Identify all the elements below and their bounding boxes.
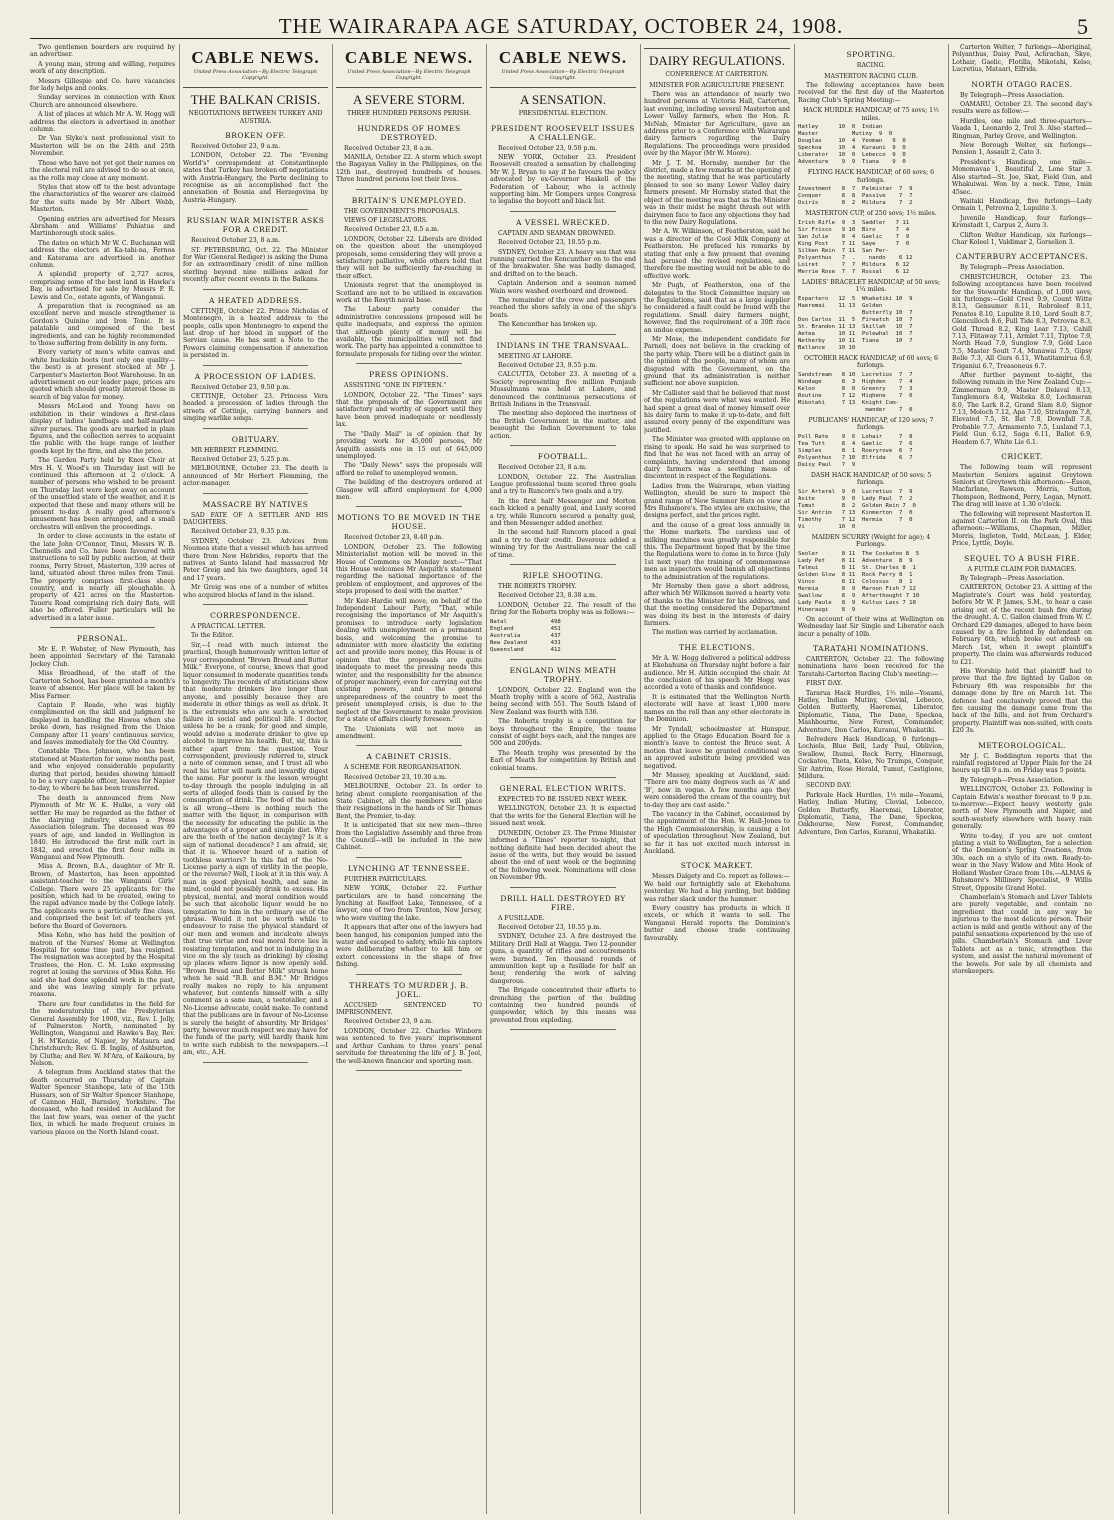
column-2	[183, 44, 328, 1514]
cable-news-title: CABLE NEWS.	[191, 48, 320, 67]
section-heading-personal: PERSONAL.	[76, 634, 129, 644]
article-paragraph: Mr Greig was one of a number of whites who acquired blocks of land in the island.	[183, 584, 328, 599]
section-heading: A VESSEL WRECKED.	[516, 217, 610, 227]
sequel-sub-heading: A FUTILE CLAIM FOR DAMAGES.	[967, 565, 1077, 573]
article-paragraph: WELLINGTON, October 23. It is expected that the writs for the General Election will be issued next week.	[490, 805, 636, 828]
section-heading: A PROCESSION OF LADIES.	[194, 371, 317, 381]
section-divider	[356, 363, 462, 364]
section-heading: INDIANS IN THE TRANSVAAL.	[496, 340, 630, 350]
dairy-paragraph: Mr A. W. Wilkinson, of Featherston, said he was a director of the Cool Milk Company at Featherston. He prefaced his remarks by stating that only a few present that evening had perused the revised regulations, and therefore the meeting would not be able to do effective work.	[644, 228, 790, 280]
sporting-heading: SPORTING.	[846, 50, 896, 59]
local-news-item: Opening entries are advertised for Messrs Abraham and Williams' Pahiatua and Martinborough stock sales.	[30, 215, 175, 238]
column-rule	[179, 44, 180, 1514]
local-news-item: Styles that stow off to the best advantage the characteristics of the wearer are claimed for the suits made by Mr Albert Webb, Masterton.	[30, 183, 175, 214]
personal-item: Miss Broadhead, of the staff of the Carterton School, has been granted a month's leave of absence. Her place will be taken by Miss Farmer.	[30, 670, 175, 700]
article-paragraph: Received October 23, 9.50 p.m.	[498, 144, 598, 152]
personal-item: A telegram from Auckland states that the death occurred on Thursday of Captain Walter Spencer Stanhope, late of the 15th Hussars, son of Sir Walter Spencer Stanhope, of Cannon Hall, Barnsley, Yorkshire. The deceased, who had resided in Auckland for the last few years, was owner of the yacht Ilex, in which he made frequent cruises in various places on the North Island coast.	[30, 1069, 175, 1136]
article-paragraph: Received October 23, 9.50 p.m.	[191, 383, 291, 391]
article-paragraph: Received October 23, 8.38 a.m.	[498, 592, 597, 600]
sub-headline: THREE HUNDRED PERSONS PERISH.	[347, 110, 471, 117]
otago-paragraph: President's Handicap, one mile—Monomavae 1, Beautiful 2, Lone Star 3. Also started—St. Joe, Skat, Field Gun, and Whakuiwai. Won by a neck. Time, 1min 45sec.	[952, 158, 1092, 196]
article-paragraph: The Labour party consider the administrative concessions proposed will be quite inadequate, and express the opinion that although plenty of money will be available, the municipalities will not find work. The party has appointed a committee to formulate proposals for tiding over the winter.	[336, 306, 482, 358]
club-heading: MASTERTON RACING CLUB.	[824, 72, 918, 80]
article-paragraph: CALCUTTA, October 23. A meeting of a Society representing five million Punjaub Mussulmans was held at Lahore, and denounced the continuous persecutions of British Indians in the Transvaal.	[490, 371, 636, 409]
personal-item: The death is announced from New Plymouth of Mr W. K. Hulke, a very old settler. He may be regarded as the father of the dairying industry, states a Press Association telegram. The deceased was 89 years of age, and landed in Wellington in 1840. He introduced the first milk cart in 1842, and erected the first flour mills in Wanganui and New Plymouth.	[30, 794, 175, 862]
article-paragraph: Received October 23, 10.55 p.m.	[498, 239, 602, 247]
stock-paragraph: Every country has products in which it excels, or which it wants to sell. The Wanganui Herald reports the Dominion's butter and cheese trade continuing favourably.	[644, 905, 790, 942]
local-news-item: A splendid property of 2,727 acres, comprising some of the best land in Hawke's Bay, is advertised for sale by Messrs P. R. Lewis and Co., estate agents, of Wanganui.	[30, 271, 175, 301]
local-news-item: The Garden Party held by Knox Choir at Mrs H. V. Wood's on Thursday last will be continued this afternoon at 2 o'clock. A number of persons who wished to be present on Thursday last were kept away on account of the unsettled state of the weather, and it is expected that these and many others will be present to-day. A really good afternoon's amusement has been arranged, and a small orchestra will enliven the proceedings.	[30, 457, 175, 531]
article-paragraph: LONDON, October 22. The "Evening World's" correspondent at Constantinople states that Turkey has broken off negotiations with Austria-Hungary, the Porte declining to recognise as an accomplished fact the annexation of Bosnia and Herzegovina by Austria-Hungary.	[183, 152, 328, 204]
race-entries: Espartero 12 5 Whakatiki 10 9 Haeremai 11 13 Golden Butterfly 10 7 Don Carlos 11 5 Fireatch 10 7 St. Brandon 11 13 Skillah 10 7 Aetea 10 11 Polewhal 10 7 Netherby 10 11 Tiana 10 7 Ballance 10 10	[798, 295, 913, 351]
article-paragraph: Unionists regret that the unemployed in Scotland are not to be utilised in excavation work at the Rosyth naval base.	[336, 282, 482, 304]
article-paragraph: In the first half Messenger and Morton each kicked a penalty goal, and Lusty scored a try, while Runcorn secured a penalty goal, and then Messenger added another.	[490, 497, 636, 527]
section-heading: HUNDREDS OF HOMES DESTROYED.	[357, 123, 461, 142]
elections-paragraph: The vacancy in the Cabinet, occasioned by the appointment of the Hon. W. Hall-Jones to the High Commissionership, is causing a lot of speculation throughout New Zealand, but so far it has not excited much interest in Auckland.	[644, 810, 790, 855]
article-paragraph: To the Editor.	[191, 632, 234, 640]
article-paragraph: DUNEDIN, October 23. The Prime Minister informed a "Times" reporter to-night, that nothing definite had been decided about the issue of the writs, but they would be issued about the end of next week or the beginning of the following week. Nominations will close on November 9th.	[490, 829, 636, 882]
article-paragraph: LONDON, October 22. England won the Meath trophy with a score of 562, Australia being second with 551. The South Island of New Zealand was fourth with 536.	[490, 686, 636, 716]
column-divider	[50, 627, 155, 628]
cricket-paragraph: The following team will represent Masterton Seniors against Greytown Seniors at Greytown this afternoon:—Esson, Macfarlane, Rawson, Morris, Sutton, Thompson, Redmond, Perry, Logan, Mynott. The drag will leave at 1.30 o'clock.	[952, 464, 1092, 509]
elections-paragraph: Mr Massey, speaking at Auckland, said: "There are too many degrees such as 'A' and 'B', now in vogue. A few months ago they were considered the cream of the country, but to-day they are cast aside."	[644, 771, 790, 809]
otago-paragraph: Clifton Welter Handicap, six furlongs—Char Koleel 1, Valdimar 2, Gorselion 3.	[952, 231, 1092, 246]
elections-paragraph: It is estimated that the Wellington North electorate will have at least 1,000 more names on the roll than any other electorate in the Dominion.	[644, 693, 790, 724]
local-news-item: Messrs Gillespie and Co. have vacancies for lady helps and cooks.	[30, 77, 175, 93]
column-5	[644, 44, 790, 1514]
race-entries: Irish Rifle 9 3 Saddler 7 11 Sir Frisco 9 10 Biro 7 4 San Julie 8 4 Gaelic 7 9 King Post 7 11 Saye 7 0 Silken Rein 7 11 San Per- Polyanthus 7 . nando 6 12 Loiret 7 7 Mildura 6 12 Merrie Rose 7 7 Rossal 6 12	[798, 219, 913, 275]
section-divider	[510, 1029, 616, 1030]
column-6	[798, 44, 944, 1514]
local-news-item: A preparation that is recognised as an excellent nerve and muscle strengthener is Gordon's Quinine and Iron Tonic. It is palatable and composed of the best ingredients, and can be highly recommended to those suffering from debility in any form.	[30, 303, 175, 348]
race-title: MAIDEN SCURRY (Weight for age); 4 Furlongs.	[811, 533, 931, 549]
section-divider	[510, 564, 616, 565]
dairy-paragraph: The Minister was greeted with applause on rising to speak. He said he was surprised to find that he was not faced with an array of complaints, having understood that among dairy farmers was a seething mass of discontent in respect of the Regulations.	[644, 436, 790, 481]
article-paragraph: CETTINJE, October 23. Princess Vera headed a procession of ladies through the streets of Cettinje, carrying banners and singing warlike songs.	[183, 392, 328, 423]
article-paragraph: EXPECTED TO BE ISSUED NEXT WEEK.	[498, 796, 628, 804]
column-rule	[794, 44, 795, 1514]
article-paragraph: The Meath trophy was presented by the Earl of Meath for competition by British and colonial teams.	[490, 749, 636, 772]
article-paragraph: SYDNEY, October 23. A heavy sea that was running carried the Kencunther on to the end of the breakwater. She was badly damaged, and drifted on to the beach.	[490, 248, 636, 278]
section-divider	[203, 493, 308, 494]
main-headline: THE BALKAN CRISIS.	[183, 87, 328, 107]
article-paragraph: NEW YORK, October 23. President Roosevelt created a sensation by challenging Mr W. J. Bryan to say if he favours the policy advocated by ex-Governor Haskell of the Federation of Labour, who is actively supporting him. Mr Gompers urges Congress to legalise the boycott and black list.	[490, 153, 636, 206]
article-paragraph: LONDON, October 22. The result of the firing for the Roberts trophy was as follows:—	[490, 601, 636, 617]
article-paragraph: ASSISTING "ONE IN FIFTEEN."	[344, 382, 447, 390]
section-heading: PRESS OPINIONS.	[369, 370, 449, 380]
meteorological-paragraph: Chamberlain's Stomach and Liver Tablets are purely vegetable, and contain no ingredient that could in any way be injurious to the most delicate person. Their action is mild and gentle without any of the painful sensations experienced by the use of pills. Chamberlain's Stomach and Liver Tablets act as a tonic, strengthen the system, and assist the natural movement of the bowels. For sale by all chemists and storekeepers.	[952, 893, 1092, 975]
racing-note: On account of their wins at Wellington on Wednesday last Sir Single and Liberator each incur a penalty of 10lb.	[798, 615, 944, 638]
article-paragraph: THE ROBERTS TROPHY.	[498, 582, 577, 590]
article-paragraph: The building of the destroyers ordered at Glasgow will afford employment for 4,000 men.	[336, 479, 482, 501]
section-heading: BROKEN OFF.	[225, 131, 286, 140]
race-entries: Investment 8 7 Palmistar 7 9 Conquer 8 8 Passive 7 7 Osiris 8 2 Mildura 7 2	[798, 186, 913, 207]
personal-item: Mr E. P. Webster, of New Plymouth, has been appointed Secretary of the Taranaki Jockey Club.	[30, 646, 175, 668]
article-paragraph: The meeting also deplored the inertness of the British Government in the matter, and besought the Indian Government to take action.	[490, 410, 636, 440]
sequel-heading: SEQUEL TO A BUSH FIRE.	[964, 553, 1080, 563]
article-paragraph: CETTINJE, October 22. Prince Nicholas of Montenegro, in a heated address to the people, calls upon Montenegro to expend the last drop of her blood in support of the Servian cause. He has sent a Note to the Powers claiming compensation if annexation is persisted in.	[183, 307, 328, 360]
section-divider	[203, 209, 308, 210]
section-heading: MASSACRE BY NATIVES	[202, 499, 309, 509]
section-divider	[510, 334, 616, 335]
article-paragraph: In the second half Runcorn placed a goal and a try to their credit. Devereux added a winning try for the Australians near the call of time.	[490, 529, 636, 559]
dairy-paragraph: Mr Pugh, of Featherston, one of the delegates to the Stock Committee inquiry on the Regulations, said that as a large supplier he considered a fault could be found with the regulations. Small dairy farmers might, however, find the requirement of a 30ft race an undue expense.	[644, 282, 790, 334]
article-paragraph: LONDON, October 22. Charles Winborn was sentenced to five years' imprisonment and Arthur Canham to three years' penal servitude for threatening the life of J. B. Joel, the well-known financier and sporting man.	[336, 1027, 482, 1065]
local-news-item: Two gentlemen boarders are required by an advertiser.	[30, 44, 175, 59]
stock-heading: STOCK MARKET.	[680, 861, 754, 871]
taratahi-paragraph: Belvedere Hack Handicap, 6 furlongs—Lochiels, Blue Bell, Lady Paul, Oblivion, Swallow, Ihunui, Rock Ferry, Hineraugi, Cockatoo, Theta, Kelso, No Trumps, Conquer, Sir Antrim, Rose Herald, Tumut, Castigione, Mildura.	[798, 736, 944, 781]
dairy-paragraph: Mr J. T. M. Hornsby, member for the district, made a few remarks at the opening of the meeting, stating that he was particularly pleased to see so many Lower Valley dairy farmers present. Mr Hornsby stated that the object of the meeting was that as the Minister was in their midst he might thrash out with dairymen face to face any objections they had to the new Dairy Regulations.	[644, 159, 790, 226]
column-1	[30, 44, 175, 1514]
taratahi-paragraph: CARTERTON, October 22. The following nominations have been received for the Taratahi-Carterton Racing Club's meeting:—	[798, 655, 944, 678]
race-title: FLYING HACK HANDICAP, of 60 sovs; 6 furlongs.	[807, 169, 935, 184]
section-heading: OBITUARY.	[231, 434, 280, 444]
article-paragraph: MR HERBERT FLEMMING.	[191, 446, 279, 454]
race-title: OCTOBER HACK HANDICAP, of 60 sovs; 6 furlongs.	[804, 354, 938, 370]
page-number: 5	[1077, 14, 1088, 39]
article-paragraph: The "Daily Mail" is of opinion that by providing work for 45,000 persons, Mr Asquith assists one in 15 out of 645,000 unemployed.	[336, 430, 482, 460]
race-title: LADIES' BRACELET HANDICAP, of 50 sovs; 1¼ miles.	[801, 278, 941, 294]
section-divider	[203, 604, 308, 605]
section-divider	[510, 777, 616, 778]
dairy-headline: DAIRY REGULATIONS.	[644, 48, 790, 68]
race-entries: Sandstream 8 10 Lucretius 7 7 Windage 8 3 Hiqhden 7 4 Keloo 8 0 Greenry 7 3 Routine 7 12 Hiqhene 7 0 Mikotahi 7 13 Knight Com- mander 7 0	[798, 371, 913, 413]
personal-item: Captain P. Reade, who was highly complimented on the skill and judgment he displayed in handling the Hawea when she broke down, has resigned from the Union Company after 11 years' continuous service, and leaves immediately for the Old Country.	[30, 701, 175, 746]
article-paragraph: Received October 23, 8 a.m.	[191, 237, 281, 245]
local-news-item: A list of places at which Mr A. W. Hogg will address the electors is advertised in another column.	[30, 111, 175, 134]
sequel-paragraph: CARTERTON, October 23. A sitting of the Magistrate's Court was held yesterday, before Mr W. P. James, S.M., to hear a case arising out of the recent bush fire during the drought. A. C. Gallon claimed from W. C. Orchard £29 damages, alleged to have been caused by a fire lighted by defendant on February 6th, which broke out afresh on March 1st, when it swept plaintiff's property. The claim was afterwards reduced to £21.	[952, 584, 1092, 666]
local-news-item: Dr Van Slyke's next professional visit to Masterton will be on the 24th and 25th November.	[30, 135, 175, 158]
article-paragraph: Received October 23, 5.25 p.m.	[191, 455, 291, 463]
taratahi-paragraph: SECOND DAY.	[806, 782, 852, 790]
cable-news-credit: United Press Association—By Electric Telegraph Copyright.	[347, 69, 471, 81]
article-paragraph: Received October 23, 9.55 p.m.	[498, 362, 598, 370]
local-news-item: Every variety of men's white canvas and white buckskin boots (not only one quality—the best) is at present stocked at Mr J. Carpenter's Masterton Boot Warehouse. In an advertisement on our leader page, prices are quoted which should greatly interest those in search of big value for money.	[30, 349, 175, 401]
article-paragraph: The Kencunther has broken up.	[498, 321, 598, 329]
section-divider	[203, 365, 308, 366]
article-paragraph: Received October 23, 9 a.m.	[191, 143, 281, 150]
personal-item: Miss A. Brown, B.A., daughter of Mr R. Brown, of Masterton, has been appointed assistant-teacher to the Wanganui Girls' College. There were 25 applicants for the position, which had to be created, owing to the rapid advance made by the College lately. The applicants were a particularly fine class, and comprised the best lot of teachers yet before the Board of Governors.	[30, 863, 175, 930]
dairy-paragraph: Mr Hornsby then gave a short address, after which Mr Wilkinson moved a hearty vote of thanks to the Minister for his address, and that the meeting considered the Department was doing its best in the interests of dairy farmers.	[644, 583, 790, 628]
section-divider	[510, 659, 616, 660]
column-rule	[640, 44, 641, 1514]
article-paragraph: LONDON, October 23. The following Ministerialist motion will be moved in the House of Commons on Monday next:—"That this House welcomes Mr Asquith's statement regarding the national importance of the problem of employment, and approves of the steps proposed to deal with the matter."	[336, 543, 482, 596]
local-news-item: The dates on which Mr W. C. Buchanan will address the electors at Ka-tahi-na, Fernoa and Katerama are advertised in another column.	[30, 239, 175, 269]
meteorological-paragraph: Write to-day, if you are not content plating a visit to Wellington, for a selection of the Dominion's Spring Creations, from 30s. each on a stylo of its own. Ready-to-wear in the Navy Widow and Mite Hook of Holland Washer Grace from 10s.—ALMAS & Ruhsmore's Millinery Specialist, 9 Willis Street, Opposite Grand Hotel.	[952, 832, 1092, 892]
article-paragraph: Received October 23, 9.35 p.m.	[191, 528, 291, 536]
meteorological-heading: METEOROLOGICAL.	[978, 740, 1066, 750]
dairy-paragraph: Mr Mose, the independent candidate for Parnell, does not believe in the cracking of the party whip. There will be a distinct gain in the opinion of the people, many of whom are disgusted with the Government, on the ground that its administration is neither sufficient nor above suspicion.	[644, 336, 790, 388]
article-paragraph: MELBOURNE, October 23. The death is announced of Mr Herbert Flemming, the actor-manager.	[183, 465, 328, 488]
racing-intro: The following acceptances have been received for the first day of the Masterton Racing Club's Spring Meeting:—	[798, 82, 944, 104]
article-paragraph: Received October 23, 10.30 a.m.	[344, 773, 447, 781]
article-paragraph: LONDON, October 22. Liberals are divided on the question about the unemployed proposals, some considering they will prove a satisfactory palliative, while others hold that they will not be sufficiently far-reaching in their effect.	[336, 235, 482, 280]
section-heading: A CABINET CRISIS.	[366, 752, 452, 762]
article-paragraph: MEETING AT LAHORE.	[498, 352, 573, 360]
section-divider	[510, 887, 616, 888]
dairy-paragraph: Mr Callister said that he believed that most of the regulations were what was wanted. He had spent a great deal of money himself over his dairy farm to make it up-to-date, and felt assured every penny of the expenditure was justified.	[644, 389, 790, 434]
taratahi-heading: TARATAHI NOMINATIONS.	[813, 643, 929, 653]
column-rule	[486, 44, 487, 1514]
taratahi-paragraph: Parkvale Hack Hurdles, 1½ mile—Yoaami, Hatley, Indian Mutiny, Clovial, Lebecco, Golden Butterfly, Haeremai, Liberator, Diplomatic, Tiana, The Dane, Speckoa, Oakbourne, New Forest, Commander, Adventure, Don Carlos, Kuranui, Whakatiki.	[798, 791, 944, 836]
otago-paragraph: OAMARU, October 23. The second day's results were as follow:—	[952, 101, 1092, 116]
section-divider	[356, 974, 462, 975]
race-title: PUBLICANS' HANDICAP, of 120 sovs; 7 furlongs.	[808, 416, 934, 432]
elections-heading: THE ELECTIONS.	[678, 642, 755, 652]
meteorological-paragraph: WELLINGTON, October 23. Following is Captain Edwin's weather forecast to 9 p.m. to-morrow:—Expect heavy westerly gale north of New Plymouth and Napier, and south-westerly elsewhere with heavy rain generally.	[952, 786, 1092, 831]
article-paragraph: A SCHEME FOR REORGANISATION.	[344, 764, 462, 772]
canterbury-paragraph: By Telegraph—Press Association.	[960, 264, 1065, 272]
article-paragraph: LONDON, October 22. "The Times" says that the proposals of the Government are satisfactory and worthy of support until they have been proved inadequate or needlessly lax.	[336, 391, 482, 429]
canterbury-heading: CANTERBURY ACCEPTANCES.	[955, 252, 1089, 262]
main-headline: A SEVERE STORM.	[336, 87, 482, 107]
article-paragraph: MELBOURNE, October 23. In order to bring about complete reorganisation of the State Cabinet, all the members will place their resignations in the hands of Sir Thomas Bent, the Premier, to-day.	[336, 783, 482, 820]
article-paragraph: VIEWS OF LEGISLATORS.	[344, 216, 428, 224]
article-paragraph: ST. PETERSBURG, Oct. 22. The Minister for War (General Rediger) is asking the Duma for an extraordinary credit of nine million sterling beyond nine millions asked for recently after recent events in the Balkans.	[183, 246, 328, 284]
article-paragraph: ACCUSED SENTENCED TO IMPRISONMENT.	[336, 1001, 482, 1017]
cable-news-title: CABLE NEWS.	[498, 48, 628, 67]
article-paragraph: CAPTAIN AND SEAMAN DROWNED.	[498, 229, 616, 237]
section-heading: LYNCHING AT TENNESSEE.	[347, 863, 471, 873]
article-paragraph: SYDNEY, October 23. A fire destroyed the Military Drill Hall at Wagga. Two 12-pounder guns, a quantity of rifles and accoutrements were burned. Ten thousand rounds of ammunition kept up a fusillade for half an hour, rendering the work of salving dangerous.	[490, 933, 636, 985]
section-heading: GENERAL ELECTION WRITS.	[499, 784, 627, 794]
article-paragraph: Mr Keir-Hardie will move, on behalf of the Independent Labour Party, "That, while recognising the importance of Mr Asquith's promises to introduce early legislation dealing with unemployment on a permanent basis, and welcoming the promise to administer with more elasticity the existing act and provide more money, this House is of opinion that the proposals are quite inadequate to meet the pressing needs this winter, and the responsibility for the absence of proper machinery, even for carrying out the existing powers, and the general unpreparedness of the country to meet the present unemployed crisis, is due to the neglect of the Government to make provision for a state of affairs clearly foreseen."	[336, 597, 482, 724]
canterbury-paragraph: CHRISTCHURCH, October 23. The following acceptances have been received for the Stewards' Handicap, of 1,000 sovs, six furlongs:—Gold Crest 9.9, Count Witte 8.13, Gensumer 8.11, Robroleef 8.11, Penates 8.10, Lupulite 8.10, Lord Soult 8.7, Glenculloch 8.6, Full Tide 8.3, Petrovna 8.3, Gold Thread 8.2, King Lear 7.13, Cahill 7.13, Flitaway 7.11, Armlet 7.11, Tiptoe 7.9, North Head 7.9, Sunglow 7.9, Gold Lace 7.5, Master Soult 7.4, Munawai 7.5, Gipsy Belle 7.3, All Gurs 6.11, Whatitamirua 6.9, Triganiui 6.7, Treasoneus 6.7.	[952, 273, 1092, 370]
section-divider	[356, 189, 462, 190]
sport-paragraph: Carterton Welter, 7 furlongs—Aboriginal, Polyanthus, Daisy Paul, Achrachan, Skye, Lothair, Gaelic, Flotilla, Mikotahi, Kelso, Lucretius, Mataari, Elfrida.	[952, 44, 1092, 74]
dairy-paragraph: Ladies from the Wairarapa, when visiting Wellington, should be sure to inspect the grand range of New Summer Hats on view at Mrs Ruhsmore's. The styles are exclusive, the designs perfect, and the prices right.	[644, 482, 790, 520]
column-7	[952, 44, 1092, 1514]
stock-paragraph: Messrs Dalgety and Co. report as follows:—We held our fortnightly sale at Ekehahuna yesterday. We had a big yarding, but bidding was rather slack under the hammer.	[644, 873, 790, 903]
results-table: Natal 498 England 451 Australia 437 New Zealand 431 Queensland 412	[490, 618, 561, 653]
race-entries: Sir Arteral 9 0 Lucretius 7 9 Axite 9 0 Lady Paul 7 2 Tumut 8 2 Golden Rein 7 0 Sir Antrim 7 13 Kinmerton 7 0 Timothy 7 12 Hermia 7 0 Vi 10 0	[798, 488, 916, 530]
otago-heading: NORTH OTAGO RACES.	[971, 79, 1073, 89]
meteorological-paragraph: Mr J. C. Boddington reports that the rainfall registered at Upper Plain for the 24 hours up till 9 a.m. on Friday was 5 points.	[952, 752, 1092, 775]
article-paragraph: It appears that after one of the lawyers had been hanged, his companion jumped into the water and escaped to safety, while his captors were deliberating whether to kill him or extort concessions in the shape of free fishing.	[336, 924, 482, 969]
local-news-item: Sunday services in connection with Knox Church are announced elsewhere.	[30, 94, 175, 109]
section-heading: RIFLE SHOOTING.	[522, 570, 604, 580]
otago-paragraph: Hurdles, one mile and three-quarters—Vaada 1, Leonardo 2, Trol 3. Also started—Ringman, Parley Grove, and Wellington.	[952, 117, 1092, 140]
otago-paragraph: By Telegraph—Press Association.	[960, 91, 1065, 99]
section-heading: DRILL HALL DESTROYED BY FIRE.	[500, 893, 626, 912]
cable-news-credit: United Press Association—By Electric Telegraph Copyright.	[193, 69, 318, 81]
newspaper-title: THE WAIRARAPA AGE SATURDAY, OCTOBER 24, 1908.	[278, 14, 844, 38]
article-paragraph: Captain Anderson and a seaman named Wain were washed overboard and drowned.	[490, 280, 636, 295]
article-paragraph: A PRACTICAL LETTER.	[191, 623, 266, 631]
section-divider	[203, 1062, 308, 1063]
section-heading: BRITAIN'S UNEMPLOYED.	[351, 195, 467, 205]
column-rule	[332, 44, 333, 1514]
article-paragraph: SYDNEY, October 23. Advices from Noumea state that a vessel which has arrived there from New Hebrides, reports that the natives at Santo Island had massacred Mr Peter Greig and his two daughters, aged 14 and 17 years.	[183, 537, 328, 582]
section-heading: A HEATED ADDRESS.	[208, 295, 303, 305]
local-news-item: Those who have not yet got their names on the electoral roll are advised to do so at once, as the rolls may close at any moment.	[30, 159, 175, 182]
article-paragraph: Received October 23, 8 a.m.	[344, 144, 434, 152]
article-paragraph: The Roberts trophy is a competition for boys throughout the Empire, the teams consist of eight boys each, and the ranges are 500 and 200yds.	[490, 718, 636, 748]
meteorological-paragraph: By Telegraph—Press Association.	[960, 776, 1065, 784]
personal-item: Miss Kohn, who has held the position of matron of the Nurses' Home at Wellington Hospital for some time past, has resigned. The resignation was accepted by the Hospital Trustees, the Hon. C. M. Luke expressing regret at losing the services of Miss Kohn. He said she had done splendid work in the past, and she was leaving simply for private reasons.	[30, 932, 175, 999]
section-heading: MOTIONS TO BE MOVED IN THE HOUSE.	[337, 513, 481, 532]
dairy-paragraph: and the cause of a great loss annually in the Home markets. The careless use of milking machines was greatly responsible for this. The Department hoped that by the time the Regulations were to come in to force (July 1st next year) the training of commonsense men as inspectors would banish all objections to the administration of the regulations.	[644, 521, 790, 581]
race-entries: Poll Rate 9 6 Lohair 7 8 Tea Tutt 8 4 Gaelic 7 6 Simplex 8 1 Roeryrove 6 7 Polyanthus 7 10 Elfrida 6 7 Daisy Paul 7 9	[798, 433, 913, 468]
sequel-paragraph: His Worship held that plaintiff had to prove that the fire lighted by Gallon on February 6th was responsible for the damage done by fire on March 1st. The defence had conclusively proved that the fire causing the damage came from the back of the hills, and not from Orchard's property. Plaintiff was non-suited, with costs £20 3s.	[952, 667, 1092, 735]
article-paragraph: THE GOVERNMENT'S PROPOSALS.	[344, 207, 460, 215]
section-heading: THREATS TO MURDER J. B. JOEL.	[349, 980, 469, 999]
otago-paragraph: Juvenile Handicap, four furlongs—Kronstadt 1, Carpus 2, Aura 3.	[952, 214, 1092, 230]
article-paragraph: Received October 23, 10.55 p.m.	[498, 923, 602, 931]
masthead	[30, 14, 1092, 39]
newspaper-columns	[30, 44, 1092, 1514]
article-paragraph: The Unionists will not move an amendment.	[336, 725, 482, 740]
section-divider	[356, 506, 462, 507]
section-heading: PRESIDENT ROOSEVELT ISSUES A CHALLENGE.	[491, 123, 635, 142]
canterbury-paragraph: After further payment to-night, the following remain in the New Zealand Cup:—Zimmerman 9.9, Master Delaval 8.13, Tanglemora 8.4, Waiteka 8.0, Lochmeran 8.0, The Lark 8.2, Grand Slam 8.0, Signor 7.13, Moloch 7.12, Apa 7.10, Stratagem 7.8, Elevated 7.5, St. Bat 7.8, Downfall 7.8, Probable 7.7, Armamento 7.5, Lusland 7.1, Field Gun 6.12, Saga 6.11, Ballot 6.9, Headem 6.7, White Lie 6.1.	[952, 372, 1092, 446]
article-paragraph: Received October 23, 8 a.m.	[498, 464, 588, 472]
sub-headline: NEGOTIATIONS BETWEEN TURKEY AND AUSTRIA.	[188, 110, 323, 125]
local-news-item: Messrs McLeod and Young have on exhibition in their windows a first-class display of ladies' handbags and half-marked silver purses. The goods are marked in plain figures, and the collection serves to acquaint the public with the huge range of leather goods kept by the firm, and also the price.	[30, 403, 175, 455]
section-divider	[356, 745, 462, 746]
cable-news-title: CABLE NEWS.	[344, 48, 474, 67]
column-4	[490, 44, 636, 1514]
section-heading: RUSSIAN WAR MINISTER ASKS FOR A CREDIT.	[186, 216, 325, 235]
article-paragraph: MANILA, October 22. A storm which swept the Bagayan Valley in the Philippines, on the 12th inst., destroyed hundreds of houses. Three hundred persons lost their lives.	[336, 153, 482, 184]
taratahi-paragraph: FIRST DAY.	[806, 680, 843, 688]
article-paragraph: Received October 23, 8.40 p.m.	[344, 534, 444, 542]
article-paragraph: FURTHER PARTICULARS.	[344, 875, 428, 883]
race-title: DASH HACK HANDICAP, of 50 sovs; 5 furlongs.	[810, 471, 932, 487]
article-paragraph: A FUSILLADE.	[498, 914, 545, 922]
race-title: HACK HURDLE HANDICAP, of 75 sovs; 1½ miles.	[802, 107, 940, 122]
article-paragraph: NEW YORK, October 22. Further particulars are to hand concerning the lynching at Reelfoot Lake, Tennessee, of a lawyer, one of two from Trenton, New Jersey, who were visiting the lake.	[336, 885, 482, 922]
section-divider	[356, 1070, 462, 1071]
main-headline: A SENSATION.	[490, 87, 636, 107]
elections-paragraph: Mr A. W. Hogg delivered a political address at Ekehahuna on Thursday night before a fair audience. Mr H. Aitkin occupied the chair. At the conclusion of his speech Mr Hogg was accorded a vote of thanks and confidence.	[644, 654, 790, 692]
article-paragraph: Received October 23, 9 a.m.	[344, 1018, 434, 1026]
article-paragraph: Received October 23, 8.5 a.m.	[344, 226, 439, 234]
personal-item: There are four candidates in the field for the moderatorship of the Presbyterian General Assembly for 1909, viz., Rev. I. Jolly, of Palmerston North, nominated by Wellington, Wanganui and Hawke's Bay, Rev. J. H. M'Kenzie, of Napier, by Mataura and Christchurch; Rev. G. B. Inglis, of Ashburton, by Clutha; and Rev. W. M'Ara, of Kaikoura, by Nelson.	[30, 1000, 175, 1067]
section-divider	[510, 211, 616, 212]
column-rule	[948, 44, 949, 1514]
section-divider	[203, 289, 308, 290]
dairy-paragraph: There was an attendance of nearly two hundred persons at Victoria Hall, Carterton, last evening, including several Masterton and Lower Valley farmers, when the Hon. R. McNab, Minister for Agriculture, gave an address prior to a Conference with Wairarapa dairy farmers regarding the Dairy Regulations. The proceedings were presided over by the Mayor (Mr W. Moore).	[644, 91, 790, 158]
article-paragraph: Sir,—I read with much interest the practical, though humorously written letter of your correspondent "Brown Bread and Butter Milk." Everyone, of course, knows that good liquor consumed in moderate quantities tends to longevity. The records of statisticians show that moderate drinkers live longer than anyone, and possibly because they are moderate in other things as well as drink. It is the extremists who are such a wretched failure in social and political life. I doctor, unless he be a crank; for good and simple, would advise a moderate drinker to give up alcohol to improve his health. But, sir, this is rather apart from the question. Your correspondent, previously referred to, struck a note of common sense, and I trust all who read his letter will mark and inwardly digest the same. Far poorer is the lesson wrought to-day through the people indulging in all sorts of alleged foods than is caused by the consumption of drink. The food of the nation is all wrong—there is nothing much the matter with the liquor, in comparison with the necessity for educating the public in the advantages of a proper and simple diet. Why are the teeth of the nation decaying? Is it a sign of national decadence? I am afraid, sir, that it is. Whoever heard of a nation of toothless warriors? In this fad of the No-License party a sign of virility in the people, or the reverse? Well, I look at it in this way. A man in good physical health, and sane in mind, could not possibly drink to excess. His physical, mental, and moral condition would be such that alcoholic liquor would be no temptation to him in the ordinary use of the phrase. Would it not be worth while to endeavour to raise the physical standard of our men and women and inculcate always that true virtue and real moral force lies in resisting temptation, and not in indulging in a vice on the sly (such as drinking) by closing up places where liquor is now openly sold. "Brown Bread and Butter Milk" struck home when he said "B.B. and B.M." Mr Bridges really makes no reply to his argument whatever, but contents himself with a silly comment as a sane man, a teetotaller, and a No-License advocate, could make. To contend that the publicans are in favour of No-License is surely the height of absurdity. Mr Bridges' party, however much respect we may have for the funds of the party, will hardly thank him to write such rubbish to the newspapers.—I am, etc., A.H.	[183, 641, 328, 1057]
personal-item: Constable Thos. Johnson, who has been stationed at Masterton for some months past, and who enjoyed considerable popularity during that period, besides showing himself to be a very capable officer, leaves for Napier to-day, to where he has been transferred.	[30, 748, 175, 793]
dairy-paragraph: The motion was carried by acclamation.	[652, 629, 778, 637]
sequel-paragraph: By Telegraph—Press Association.	[960, 575, 1065, 583]
article-paragraph: SAD FATE OF A SETTLER AND HIS DAUGHTERS.	[183, 511, 328, 526]
race-entries: Seoler 8 11 The Cockatoo 8 5 Lady Pet 8 11 Adventure 8 9 Talmui 8 11 St. Charles 8 1 Golden Glow 8 11 Rock Ferry 8 1 Vinco 8 11 Colossus 8 1 Hermia 8 9 Maroon Fish 7 12 Swallow 8 9 Afterthought 7 10 Lady Paule 8 9 Kultus Lass 7 10 Hineraugi 8 9	[798, 550, 920, 613]
cable-news-credit: United Press Association—By Electric Telegraph Copyright.	[501, 69, 625, 81]
otago-paragraph: New Borough Welter, six furlongs—Pension 1, Assault 2, Cato 3.	[952, 142, 1092, 157]
section-divider	[203, 428, 308, 429]
dairy-sub-headline: CONFERENCE AT CARTERTON.	[665, 71, 769, 78]
article-paragraph: LONDON, October 22. The Australian League professional team scored three goals and a try to Runcorn's two goals and a try.	[490, 473, 636, 496]
column-3	[336, 44, 482, 1514]
article-paragraph: It is anticipated that six new men—three from the Legislative Assembly and three from the Council—will be included in the new Cabinet.	[336, 822, 482, 852]
elections-paragraph: Mr Tyndall, schoolmaster at Hunspur, applied to the Otago Education Board for a month's leave to contest the Bruce seat. A motion that leave be granted conditional on an approved substitute being provided was negatived.	[644, 725, 790, 770]
race-entries: Hatley 10 0 Indian Master Mutiny 9 0 Douglas 10 4 Yeoman 9 0 Speckoa 10 4 Kurauni 9 0 Liberator 10 0 Lebecco 9 0 Adventure 9 9 Tiana 9 0	[798, 124, 906, 166]
article-paragraph: The remainder of the crew and passengers reached the shore safely in one of the ship's boats.	[490, 297, 636, 319]
race-title: MASTERTON CUP, of 250 sovs; 1½ miles.	[805, 210, 937, 218]
section-heading: FOOTBALL.	[537, 452, 589, 462]
section-divider	[356, 857, 462, 858]
cricket-paragraph: The following will represent Masterton II. against Carterton II. on the Park Oval, this afternoon:—Williams, Chapman, Miller, Morris, Ingleton, Todd, McLean, J. Elder, Price, Lyttle, Doyle.	[952, 510, 1092, 548]
otago-paragraph: Waitaki Handicap, five furlongs—Lady Ormain 1, Petrovna 2, Lupulite 3.	[952, 197, 1092, 213]
article-paragraph: The Brigade concentrated their efforts to drenching the portion of the building containing two hundred pounds of gunpowder, which by this means was prevented from exploding.	[490, 987, 636, 1024]
section-heading: CORRESPONDENCE.	[210, 611, 301, 621]
local-news-item: In order to close accounts in the estate of the late John O'Connor, Tinui, Messrs W. B. Chennells and Co. have been favoured with instructions to sell by public auction, at their rooms, Perry Street, Masterton, 339 acres of land, situated about three miles from Tinui. The property comprises first-class sheep country, and is nearly all ploughable. A property of 421 acres on the Masterton-Taueru Road comprising rich dairy flats, will also be offered. Fuller particulars will be advertised in a later issue.	[30, 533, 175, 622]
cricket-heading: CRICKET.	[1001, 452, 1043, 462]
taratahi-paragraph: Tararua Hack Hurdles, 1½ mile—Yoaami, Hatley, Indian Mutiny, Clovial, Lebecco, Golden Butterfly, Haeremai, Liberator, Diplomatic, Tiana, The Dane, Speckoa, Mashbourne, New Forest, Commander, Adventure, Don Carlos, Kuranui, Whakatiki.	[798, 689, 944, 734]
article-paragraph: The "Daily News" says the proposals will afford no relief to unemployed women.	[336, 462, 482, 477]
racing-heading: RACING.	[856, 62, 886, 69]
dairy-sub-headline-2: MINISTER FOR AGRICULTURE PRESENT.	[649, 81, 785, 89]
sub-headline: PRESIDENTIAL ELECTION.	[518, 110, 608, 117]
section-heading: ENGLAND WINS MEATH TROPHY.	[509, 665, 617, 684]
local-news-item: A young man, strong and willing, requires work of any description.	[30, 60, 175, 76]
section-divider	[510, 445, 616, 446]
